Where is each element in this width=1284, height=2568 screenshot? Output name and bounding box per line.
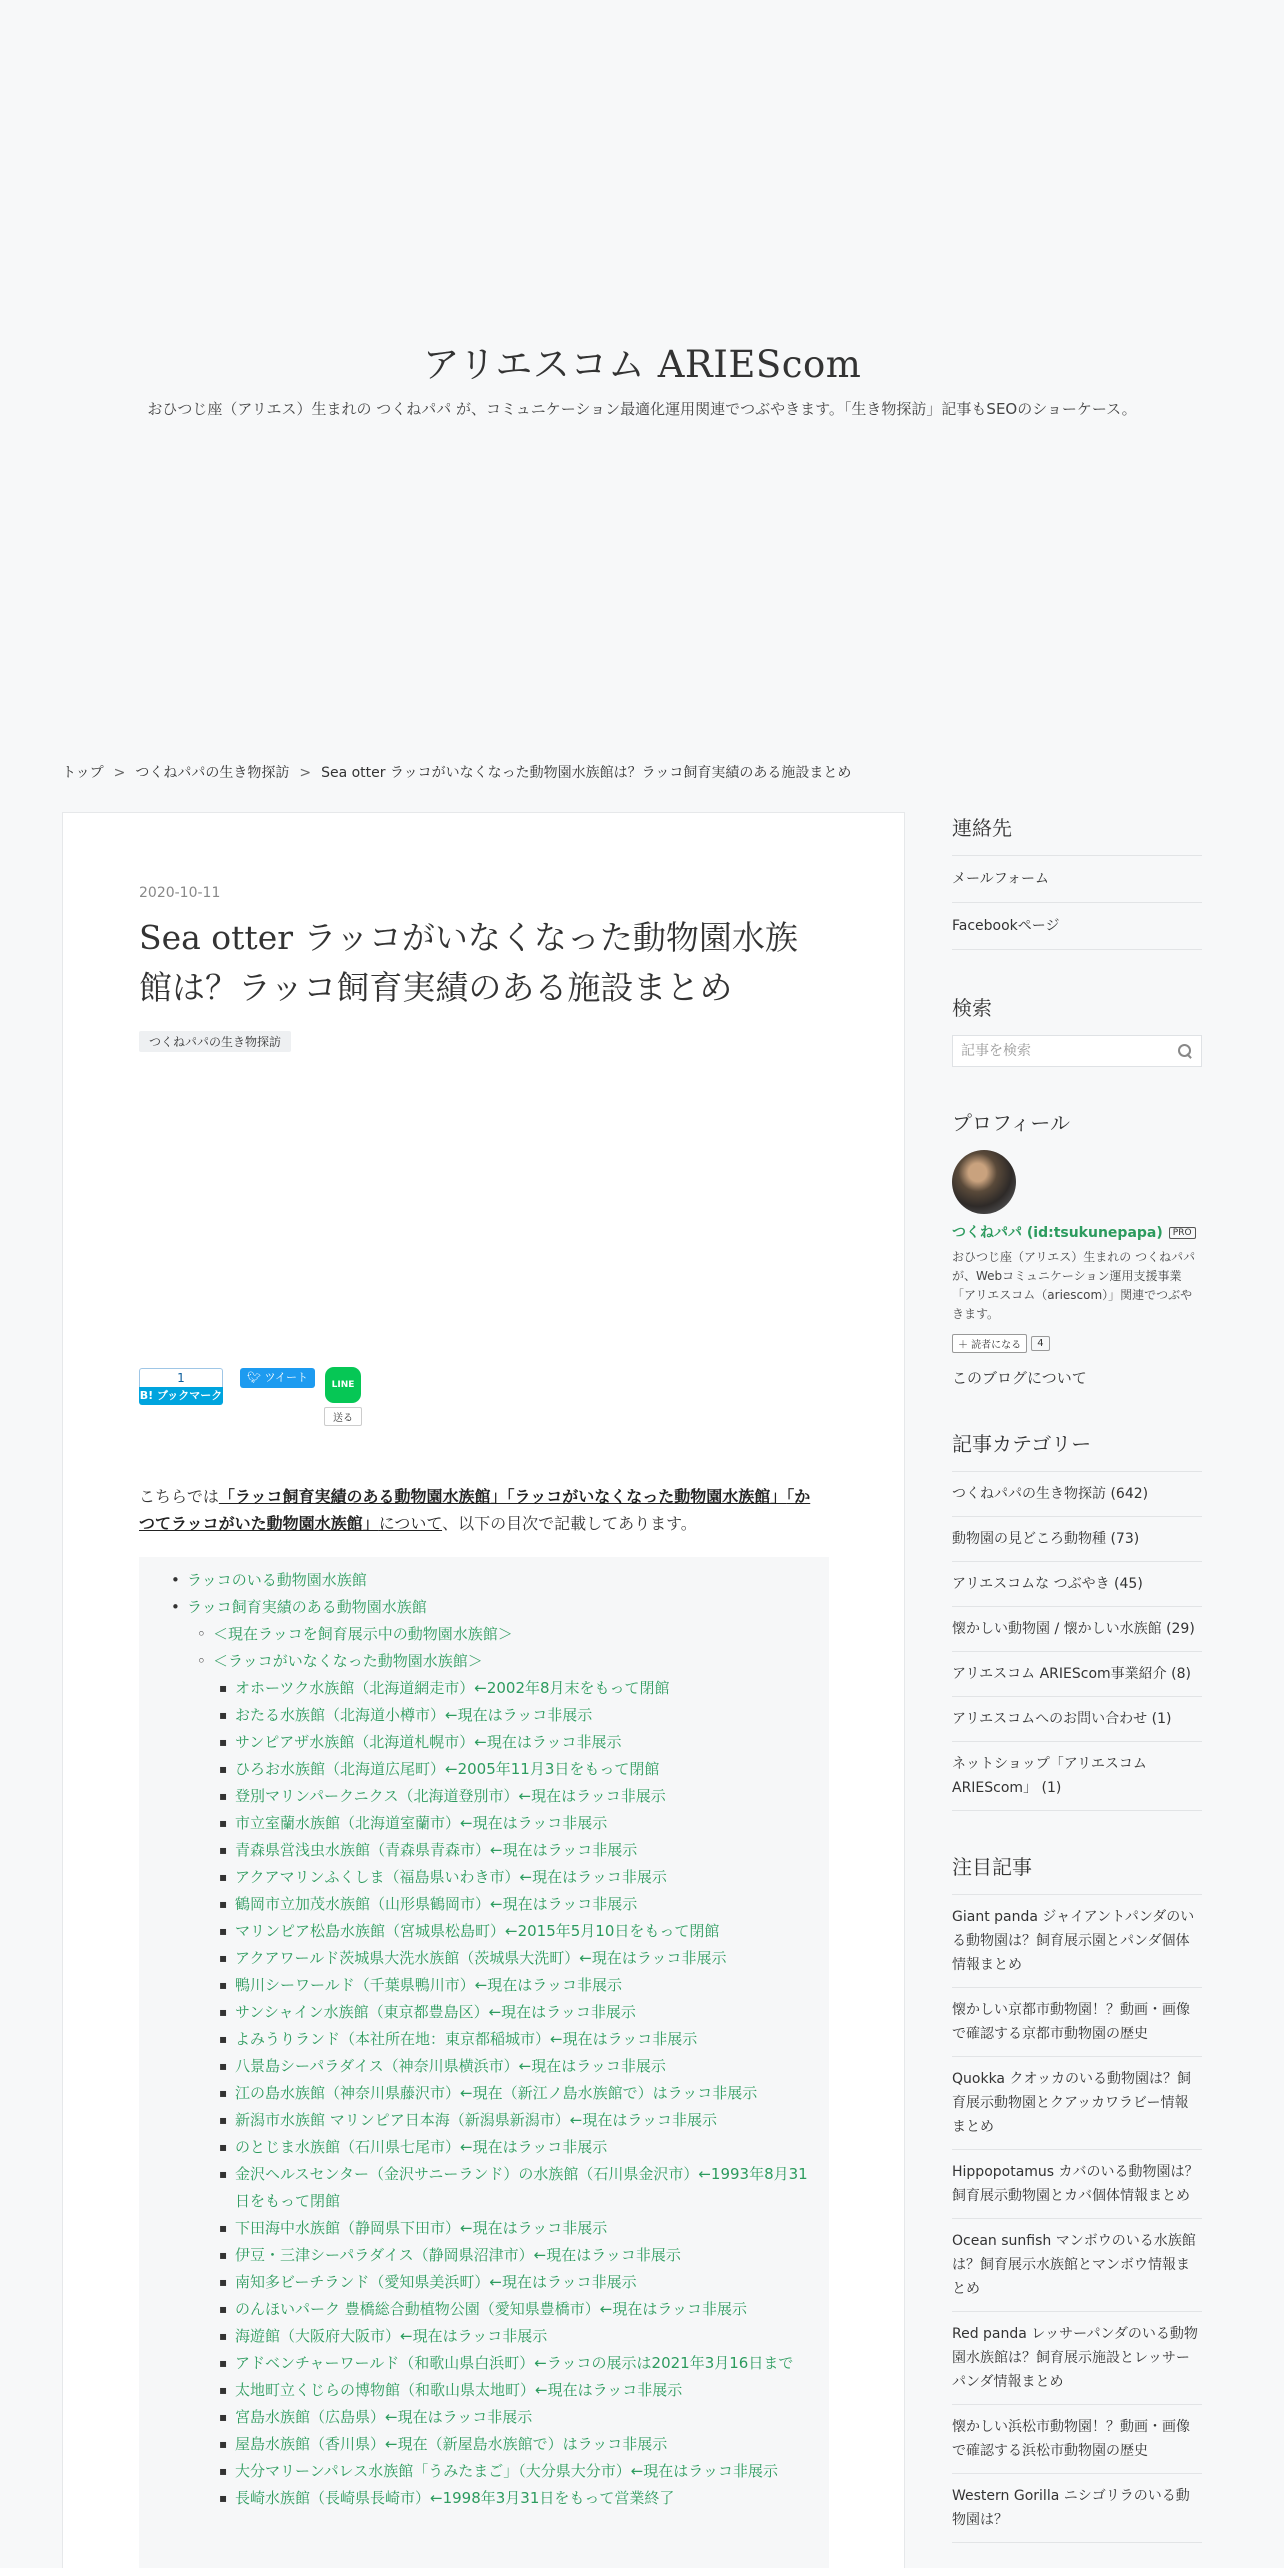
subscribe-button[interactable]: ＋ 読者になる — [952, 1334, 1027, 1353]
toc-item[interactable]: ▪ 南知多ビーチランド（愛知県美浜町）←現在はラッコ非展示 — [159, 2269, 809, 2296]
twitter-bird-icon: 🐦︎ — [247, 1371, 261, 1384]
featured-article-link[interactable]: Ocean sunfish マンボウのいる水族館は？飼育展示水族館とマンボウ情報まとめ — [952, 2219, 1202, 2312]
article-category-tag[interactable]: つくねパパの生き物探訪 — [139, 1031, 291, 1052]
toc-item[interactable]: ▪ サンピアザ水族館（北海道札幌市）←現在はラッコ非展示 — [159, 1729, 809, 1756]
toc-item[interactable]: ▪ 鴨川シーワールド（千葉県鴨川市）←現在はラッコ非展示 — [159, 1972, 809, 1999]
toc-item[interactable]: ◦ ＜ラッコがいなくなった動物園水族館＞ — [159, 1648, 809, 1675]
intro-prefix: こちらでは — [139, 1487, 219, 1506]
subscriber-count: 4 — [1031, 1336, 1049, 1351]
toc-item[interactable]: ▪ 市立室蘭水族館（北海道室蘭市）←現在はラッコ非展示 — [159, 1810, 809, 1837]
category-item[interactable]: ネットショップ「アリエスコム ARIEScom」 (1) — [952, 1742, 1202, 1811]
featured-article-link[interactable]: Quokka クオッカのいる動物園は？飼育展示動物園とクアッカワラビー情報まとめ — [952, 2057, 1202, 2150]
featured-article-link[interactable]: Hippopotamus カバのいる動物園は？飼育展示動物園とカバ個体情報まとめ — [952, 2150, 1202, 2219]
search-input[interactable] — [961, 1043, 1177, 1059]
toc-item[interactable]: ▪ のとじま水族館（石川県七尾市）←現在はラッコ非展示 — [159, 2134, 809, 2161]
search-box — [952, 1035, 1202, 1067]
featured-heading: 注目記事 — [952, 1855, 1032, 1879]
featured-article-link[interactable]: Western Gorilla ニシゴリラのいる動物園は？ — [952, 2474, 1202, 2543]
subscribe-row — [952, 1334, 1202, 1353]
toc-item[interactable]: ▪ 屋島水族館（香川県）←現在（新屋島水族館で）はラッコ非展示 — [159, 2431, 809, 2458]
table-of-contents — [139, 1557, 829, 2568]
toc-item[interactable]: ▪ 登別マリンパークニクス（北海道登別市）←現在はラッコ非展示 — [159, 1783, 809, 1810]
line-share-button[interactable] — [324, 1367, 362, 1426]
intro-highlight-2: 「ラッコがいなくなった動物園水族館」 — [506, 1487, 787, 1506]
featured-module — [952, 1851, 1202, 2543]
breadcrumb-category[interactable]: つくねパパの生き物探訪 — [135, 765, 290, 781]
blog-title[interactable]: アリエスコム ARIEScom — [422, 343, 862, 386]
toc-item[interactable]: • ラッコ飼育実績のある動物園水族館 — [159, 1594, 809, 1621]
intro-link-suffix: について — [378, 1514, 443, 1533]
breadcrumb — [62, 762, 1062, 782]
toc-item[interactable]: ▪ 宮島水族館（広島県）←現在はラッコ非展示 — [159, 2404, 809, 2431]
article-date[interactable]: 2020-10-11 — [139, 885, 221, 901]
toc-item[interactable]: ▪ 青森県営浅虫水族館（青森県青森市）←現在はラッコ非展示 — [159, 1837, 809, 1864]
toc-item[interactable]: ▪ のんほいパーク 豊橋総合動植物公園（愛知県豊橋市）←現在はラッコ非展示 — [159, 2296, 809, 2323]
avatar[interactable] — [952, 1150, 1016, 1214]
contact-facebook-link[interactable]: Facebookページ — [952, 903, 1202, 950]
profile-heading: プロフィール — [952, 1111, 1070, 1135]
toc-item[interactable]: ◦ ＜現在ラッコを飼育展示中の動物園水族館＞ — [159, 1621, 809, 1648]
pro-badge: PRO — [1169, 1227, 1196, 1239]
category-item[interactable]: 動物園の見どころ動物種 (73) — [952, 1517, 1202, 1562]
categories-heading: 記事カテゴリー — [952, 1432, 1092, 1456]
breadcrumb-top[interactable]: トップ — [62, 765, 104, 781]
toc-item[interactable]: • ラッコのいる動物園水族館 — [159, 1567, 809, 1594]
breadcrumb-separator: > — [113, 765, 126, 781]
featured-article-link[interactable]: 懐かしい京都市動物園！？動画・画像で確認する京都市動物園の歴史 — [952, 1988, 1202, 2057]
sidebar — [952, 812, 1202, 2543]
toc-item[interactable]: ▪ おたる水族館（北海道小樽市）←現在はラッコ非展示 — [159, 1702, 809, 1729]
toc-item[interactable]: ▪ 大分マリーンパレス水族館「うみたまご」（大分県大分市）←現在はラッコ非展示 — [159, 2458, 809, 2485]
breadcrumb-current[interactable]: Sea otter ラッコがいなくなった動物園水族館は？ラッコ飼育実績のある施設まとめ — [321, 765, 852, 781]
toc-item[interactable]: ▪ 新潟市水族館 マリンピア日本海（新潟県新潟市）←現在はラッコ非展示 — [159, 2107, 809, 2134]
profile-name-link[interactable]: つくねパパ (id:tsukunepapa) — [952, 1225, 1163, 1241]
hatena-bookmark-label[interactable]: B! ブックマーク — [139, 1387, 223, 1405]
toc-item[interactable]: ▪ アドベンチャーワールド（和歌山県白浜町）←ラッコの展示は2021年3月16日まで — [159, 2350, 809, 2377]
categories-module — [952, 1428, 1202, 1811]
article-intro — [139, 1483, 819, 1537]
hatena-bookmark-button[interactable] — [139, 1368, 223, 1405]
intro-highlight-3: 「かつてラッコがいた動物園水族館」 — [139, 1487, 811, 1533]
intro-highlight-1: 「ラッコ飼育実績のある動物園水族館」 — [218, 1487, 507, 1506]
tweet-button[interactable] — [240, 1368, 315, 1388]
category-item[interactable]: アリエスコム ARIEScom事業紹介 (8) — [952, 1652, 1202, 1697]
toc-item[interactable]: ▪ 下田海中水族館（静岡県下田市）←現在はラッコ非展示 — [159, 2215, 809, 2242]
line-share-label[interactable]: 送る — [324, 1407, 362, 1426]
search-heading: 検索 — [952, 996, 992, 1020]
toc-item[interactable]: ▪ マリンピア松島水族館（宮城県松島町）←2015年5月10日をもって閉館 — [159, 1918, 809, 1945]
toc-item[interactable]: ▪ アクアマリンふくしま（福島県いわき市）←現在はラッコ非展示 — [159, 1864, 809, 1891]
toc-item[interactable]: ▪ サンシャイン水族館（東京都豊島区）←現在はラッコ非展示 — [159, 1999, 809, 2026]
toc-list — [159, 1567, 809, 2512]
toc-item[interactable]: ▪ 八景島シーパラダイス（神奈川県横浜市）←現在はラッコ非展示 — [159, 2053, 809, 2080]
tweet-label: ツイート — [264, 1371, 308, 1384]
featured-list — [952, 1894, 1202, 2543]
toc-item[interactable]: ▪ 太地町立くじらの博物館（和歌山県太地町）←現在はラッコ非展示 — [159, 2377, 809, 2404]
line-icon[interactable]: LINE — [325, 1367, 361, 1403]
category-item[interactable]: 懐かしい動物園 / 懐かしい水族館 (29) — [952, 1607, 1202, 1652]
toc-item[interactable]: ▪ オホーツク水族館（北海道網走市）←2002年8月末をもって閉館 — [159, 1675, 809, 1702]
featured-article-link[interactable]: Red panda レッサーパンダのいる動物園水族館は？飼育展示施設とレッサーパンダ情報まとめ — [952, 2312, 1202, 2405]
toc-item[interactable]: ▪ 伊豆・三津シーパラダイス（静岡県沼津市）←現在はラッコ非展示 — [159, 2242, 809, 2269]
hatena-count[interactable]: 1 — [139, 1368, 223, 1387]
toc-item[interactable]: ▪ ひろお水族館（北海道広尾町）←2005年11月3日をもって閉館 — [159, 1756, 809, 1783]
contact-list — [952, 855, 1202, 950]
breadcrumb-separator: > — [299, 765, 312, 781]
profile-module — [952, 1107, 1202, 1388]
profile-description: おひつじ座（アリエス）生まれの つくねパパ が、Webコミュニケーション運用支援事業「アリエスコム（ariescom）」関連でつぶやきます。 — [952, 1250, 1196, 1321]
featured-article-link[interactable]: Giant panda ジャイアントパンダのいる動物園は？飼育展示園とパンダ個体情報まとめ — [952, 1895, 1202, 1988]
category-item[interactable]: アリエスコムな つぶやき (45) — [952, 1562, 1202, 1607]
blog-description: おひつじ座（アリエス）生まれの つくねパパ が、コミュニケーション最適化運用関連でつぶやきます。「生き物探訪」記事もSEOのショーケース。 — [147, 400, 1137, 418]
toc-item[interactable]: ▪ 江の島水族館（神奈川県藤沢市）←現在（新江ノ島水族館で）はラッコ非展示 — [159, 2080, 809, 2107]
about-blog-link[interactable]: このブログについて — [952, 1369, 1087, 1387]
toc-item[interactable]: ▪ よみうりランド（本社所在地：東京都稲城市）←現在はラッコ非展示 — [159, 2026, 809, 2053]
contact-heading: 連絡先 — [952, 816, 1012, 840]
toc-item[interactable]: ▪ 金沢ヘルスセンター（金沢サニーランド）の水族館（石川県金沢市）←1993年8月31日をもって閉館 — [159, 2161, 809, 2215]
toc-item[interactable]: ▪ アクアワールド茨城県大洗水族館（茨城県大洗町）←現在はラッコ非展示 — [159, 1945, 809, 1972]
search-icon[interactable] — [1177, 1043, 1193, 1059]
profile-name-row — [952, 1222, 1202, 1242]
category-item[interactable]: アリエスコムへのお問い合わせ (1) — [952, 1697, 1202, 1742]
article-title[interactable]: Sea otter ラッコがいなくなった動物園水族館は？ラッコ飼育実績のある施設まとめ — [139, 918, 798, 1007]
article — [62, 812, 905, 2568]
toc-item[interactable]: ▪ 海遊館（大阪府大阪市）←現在はラッコ非展示 — [159, 2323, 809, 2350]
intro-suffix: 、以下の目次で記載してあります。 — [442, 1514, 697, 1533]
category-list — [952, 1471, 1202, 1811]
toc-item[interactable]: ▪ 鶴岡市立加茂水族館（山形県鶴岡市）←現在はラッコ非展示 — [159, 1891, 809, 1918]
contact-module — [952, 812, 1202, 950]
contact-mailform-link[interactable]: メールフォーム — [952, 856, 1202, 903]
featured-article-link[interactable]: 懐かしい浜松市動物園！？動画・画像で確認する浜松市動物園の歴史 — [952, 2405, 1202, 2474]
category-item[interactable]: つくねパパの生き物探訪 (642) — [952, 1472, 1202, 1517]
search-module — [952, 992, 1202, 1067]
toc-item[interactable]: ▪ 長崎水族館（長崎県長崎市）←1998年3月31日をもって営業終了 — [159, 2485, 809, 2512]
